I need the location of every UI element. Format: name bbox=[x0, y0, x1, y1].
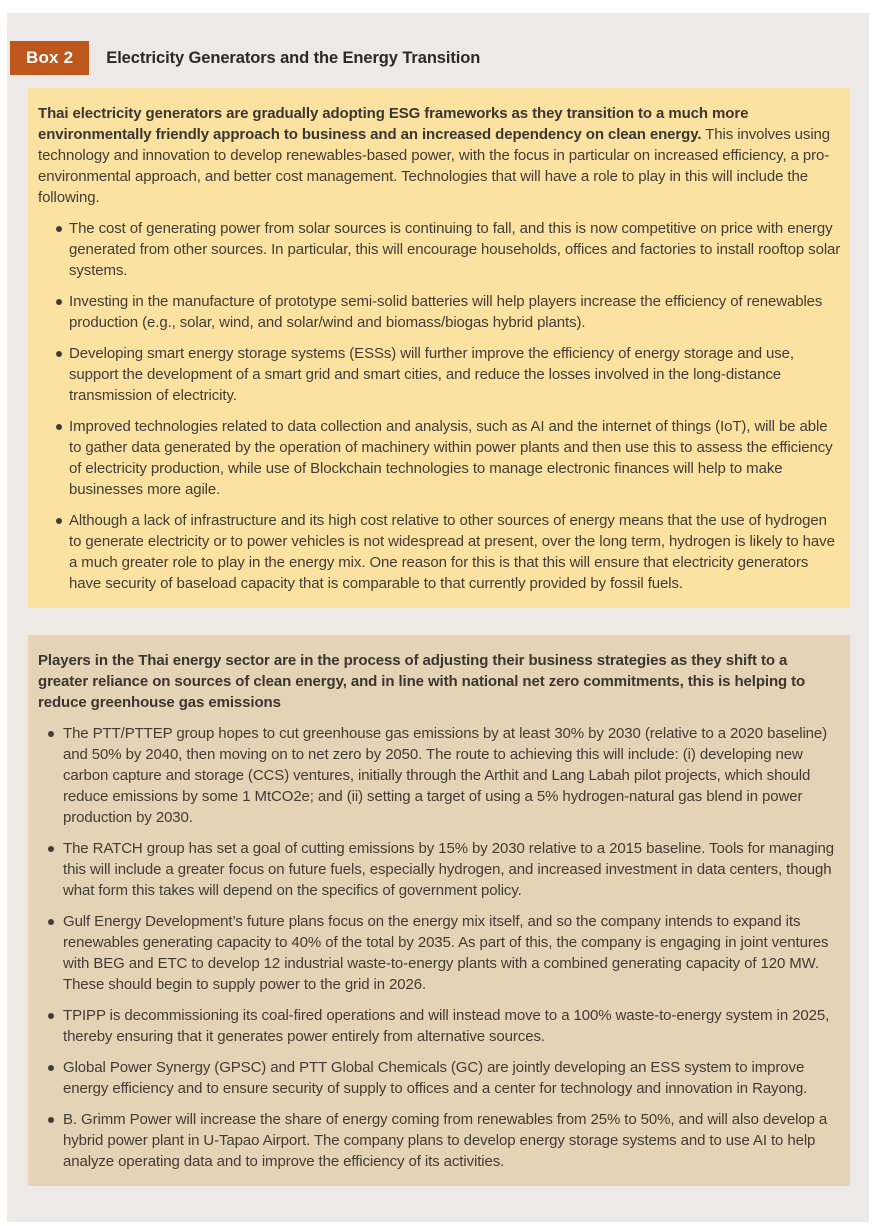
strategies-intro-lead: Players in the Thai energy sector are in the process of adjusting their business strategies as they shift to a greater reliance on sources of clean energy, and in line with national net zero commitments, this is helping to reduce greenhouse gas emissions bbox=[38, 652, 806, 711]
bullet-dot-icon bbox=[48, 1013, 54, 1019]
technology-intro-lead: Thai electricity generators are gradually adopting ESG frameworks as they transition to a much more environmentally friendly approach to business and an increased dependency on clean energy. bbox=[38, 105, 749, 143]
bullet-dot-icon bbox=[56, 351, 62, 357]
bullet-text: Improved technologies related to data collection and analysis, such as AI and the internet of things (IoT), will be able to gather data generated by the operation of machinery within power plants and then use this to assess the efficiency of electricity production, while use of Blockchain technologies to manage electronic finances will help to make businesses more agile. bbox=[69, 418, 833, 498]
bullet-text: Gulf Energy Development’s future plans focus on the energy mix itself, and so the company intends to expand its renewables generating capacity to 40% of the total by 2035. As part of this, the company is engaging in joint ventures with BEG and ETC to develop 12 industrial waste-to-energy plants with a combined generating capacity of 120 MW. These should begin to supply power to the grid in 2026. bbox=[63, 913, 829, 993]
bullet-item bbox=[38, 723, 841, 828]
bullet-text: TPIPP is decommissioning its coal-fired operations and will instead move to a 100% waste-to-energy system in 2025, thereby ensuring that it generates power entirely from alternative sources. bbox=[63, 1007, 830, 1045]
bullet-text: The RATCH group has set a goal of cutting emissions by 15% by 2030 relative to a 2015 baseline. Tools for managing this will include a greater focus on future fuels, especially hydrogen, and increased investment in data centers, though what form this takes will depend on the specifics of government policy. bbox=[63, 840, 834, 899]
bullet-text: B. Grimm Power will increase the share of energy coming from renewables from 25% to 50%, and will also develop a hybrid power plant in U-Tapao Airport. The company plans to develop energy storage systems and to use AI to help analyze operating data and to improve the efficiency of its activities. bbox=[63, 1111, 828, 1170]
strategies-bullet-list bbox=[38, 723, 841, 1172]
bullet-text: Developing smart energy storage systems (ESSs) will further improve the efficiency of energy storage and use, support the development of a smart grid and smart cities, and reduce the losses involved in the long-distance transmission of electricity. bbox=[69, 345, 794, 404]
bullet-dot-icon bbox=[56, 226, 62, 232]
page-panel bbox=[7, 13, 869, 1222]
technology-intro bbox=[38, 103, 841, 208]
bullet-item bbox=[38, 1057, 841, 1099]
section-strategies-card bbox=[28, 635, 850, 1186]
bullet-dot-icon bbox=[48, 919, 54, 925]
bullet-item bbox=[38, 911, 841, 995]
bullet-item bbox=[38, 1005, 841, 1047]
bullet-item bbox=[38, 838, 841, 901]
bullet-text: Global Power Synergy (GPSC) and PTT Global Chemicals (GC) are jointly developing an ESS system to improve energy efficiency and to ensure security of supply to offices and a center for technology and innovation in Rayong. bbox=[63, 1059, 808, 1097]
bullet-item bbox=[38, 218, 841, 281]
bullet-dot-icon bbox=[56, 299, 62, 305]
bullet-text: Although a lack of infrastructure and its high cost relative to other sources of energy means that the use of hydrogen to generate electricity or to power vehicles is not widespread at present, over the long term, hydrogen is likely to have a much greater role to play in the energy mix. One reason for this is that this will ensure that electricity generators have security of baseload capacity that is comparable to that currently provided by fossil fuels. bbox=[69, 512, 835, 592]
bullet-item bbox=[38, 1109, 841, 1172]
bullet-dot-icon bbox=[56, 518, 62, 524]
box-header bbox=[7, 13, 869, 75]
bullet-item bbox=[38, 510, 841, 594]
bullet-item bbox=[38, 291, 841, 333]
bullet-text: Investing in the manufacture of prototype semi-solid batteries will help players increase the efficiency of renewables production (e.g., solar, wind, and solar/wind and biomass/biogas hybrid plants). bbox=[69, 293, 823, 331]
technology-intro-body: This involves using technology and innovation to develop renewables-based power, with the focus in particular on increased efficiency, a pro-environmental approach, and better cost management. Technologies that will have a role to play in this will include the following. bbox=[38, 126, 831, 206]
section-technology-card bbox=[28, 88, 850, 608]
box-number-label: Box 2 bbox=[10, 41, 89, 75]
bullet-item bbox=[38, 343, 841, 406]
bullet-item bbox=[38, 416, 841, 500]
bullet-dot-icon bbox=[48, 731, 54, 737]
strategies-intro bbox=[38, 650, 841, 713]
page-title: Electricity Generators and the Energy Transition bbox=[106, 48, 481, 67]
bullet-dot-icon bbox=[48, 1117, 54, 1123]
bullet-text: The cost of generating power from solar sources is continuing to fall, and this is now competitive on price with energy generated from other sources. In particular, this will encourage households, offices and factories to install rooftop solar systems. bbox=[69, 220, 841, 279]
bullet-dot-icon bbox=[48, 1065, 54, 1071]
bullet-dot-icon bbox=[56, 424, 62, 430]
bullet-dot-icon bbox=[48, 846, 54, 852]
technology-bullet-list bbox=[38, 218, 841, 594]
bullet-text: The PTT/PTTEP group hopes to cut greenhouse gas emissions by at least 30% by 2030 (relative to a 2020 baseline) and 50% by 2040, then moving on to net zero by 2050. The route to achieving this will include: (i) developing new carbon capture and storage (CCS) ventures, initially through the Arthit and Lang Labah pilot projects, which should reduce emissions by some 1 MtCO2e; and (ii) setting a target of using a 5% hydrogen-natural gas blend in power production by 2030. bbox=[63, 725, 828, 826]
